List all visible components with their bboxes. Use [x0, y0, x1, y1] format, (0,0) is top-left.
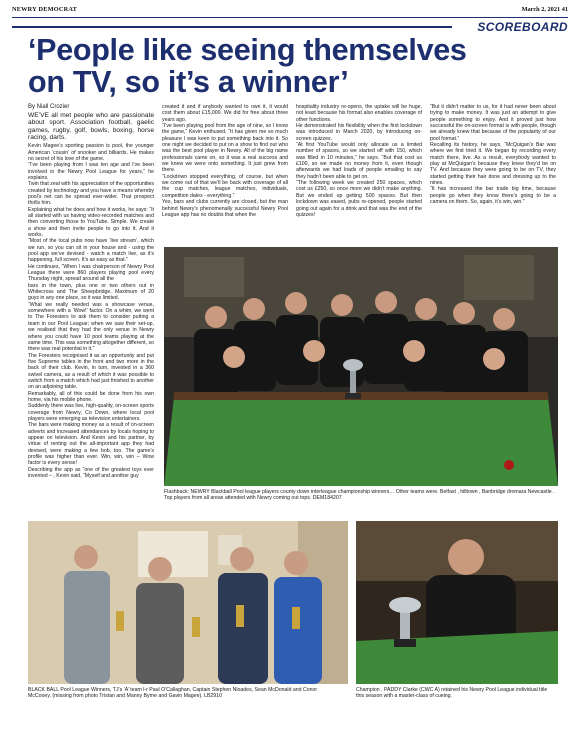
paragraph: “What we really needed was a showcase venue, somewhere with a ‘Wow!’ factor. On a whim, we went to The Foresters to ask them to consider putting a team in our Pool League; when we saw their set-up, we realised that they had the only venue in Newry where you could have 10 pool teams playing at the same time. This was something altogether different, so there was real potential in it.”	[28, 301, 154, 353]
paragraph: Remarkably, all of this could be done from his own home, via his mobile phone.	[28, 390, 154, 403]
paragraph: The bars were making money as a result of on-screen adverts and increased attendances by locals hoping to appear on television. And Kevin and his partner, by virtue of renting out the all-important app they had devised, were making a few bob, too. The game’s profile was higher than ever. Win, win, win – Wow factor is every sense!	[28, 422, 154, 467]
champion-photo-caption: Champion . PADDY Clarke (CWC A) retained his Newry Pool League individual title this season with a master-class of cueing.	[356, 687, 548, 700]
issue-date-page: March 2, 2021 41	[521, 6, 568, 13]
paragraph: He continues, “When I was chairperson of Newry Pool League there were 860 players playing pool every Thursday night, spread around all the	[28, 263, 154, 283]
paragraph: created it and if anybody wanted to own it, it would cost them about £15,000. We did for free about three years ago.	[162, 104, 288, 123]
paragraph: “At first YouTube would only allocate us a limited number of spaces, so we started off with 150, which was filled in 10 minutes,” he says. “But that cost us £100, so we made no money from it, even though afterwards we had loads of people emailing to say they hadn’t been able to get on.	[296, 142, 422, 180]
lead-paragraph: WE’VE all met people who are passionate about sport. Association football, gaelic games, rugby, golf, bowls, boxing, horse racing, darts.	[28, 112, 154, 141]
team-photo	[164, 247, 558, 486]
champion-photo-illustration	[356, 521, 558, 684]
headline-line-2: on TV, so it’s a winner’	[28, 65, 349, 99]
paragraph: “It has increased the bar trade big time, because people go when they know there’s going to be a camera on them. So, again, it’s win, win.”	[430, 186, 556, 206]
paragraph: Twin that zeal with his appreciation of the opportunities created by technology and you have a means whereby pool’s net can be spread ever-wider. That prospect thrills him.	[28, 181, 154, 207]
paragraph: “I’ve been playing from I was ten age and I’ve been involved in the Newry Pool League for years,” he explains.	[28, 162, 154, 181]
byline: By Niall Crozier	[28, 104, 70, 110]
section-label: SCOREBOARD	[477, 20, 568, 34]
paragraph: hospitality industry re-opens, the uptake will be huge, not least because his format also enables coverage of other functions.	[296, 104, 422, 123]
newspaper-name: NEWRY DEMOCRAT	[12, 6, 78, 13]
paragraph: Describing the app as “one of the greatest toys ever invented – , Kevin said, “Myself and another guy	[28, 466, 154, 480]
team-photo-illustration	[164, 247, 558, 486]
paragraph: Explaining what he does and how it works, he says: “It all started with us having video-recorded matches and then converting those to YouTube. Simple. We create a show and then invite people to go into it. And it works.	[28, 206, 154, 238]
article-column-2	[162, 104, 288, 218]
paragraph: The Foresters recognised it as an opportunity and put five Supreme tables in the front and two more in the back of their club. Kevin, in turn, invested in a 360 swivel camera, as a result of which it was possible to switch from a match which had just finished to another on an adjoining table.	[28, 352, 154, 391]
headline-line-1: ‘People like seeing themselves	[28, 33, 467, 67]
article-column-4	[430, 104, 556, 206]
article-column-1	[28, 112, 154, 479]
paragraph: Kevin Magee’s sporting passion is pool, the younger American ‘cousin’ of snooker and billiards. He makes no secret of his love of the game.	[28, 143, 154, 162]
headline	[28, 34, 558, 98]
paragraph: “I’ve been playing pool from the age of nine, so I know the game,” Kevin enthused. “It has given me so much pleasure I was keen to put something back into it. So one night we decided to put on a show to find out who was the best pool player in Newry. All of the big name professionals came on, so it was a real success and we knew we were onto something. It just grew from there.	[162, 123, 288, 174]
winners-photo-caption: BLACK BALL Pool League Winners, TJ’s ‘A’ team l-r Paul O’Callaghan, Captain Stephen Nloades, Sean McDonald and Conor McCooey. (missing from photo Tristan and Manny Byrne and Gavin Magee). LB2910	[28, 687, 318, 700]
section-bar	[12, 20, 568, 34]
paragraph: Suddenly there was live, high-quality, on-screen sports coverage from Newry, Co Down, where local pool players were emerging as television entertainers.	[28, 403, 154, 422]
paragraph: He demonstrated his flexibility when the first lockdown was introduced in March 2020, by introducing on-screen quizzes.	[296, 123, 422, 142]
champion-photo	[356, 521, 558, 684]
paragraph: “The following week we created 250 spaces, which cost us £250, so once more we didn’t make anything. But we ended up getting 500 spaces. But then lockdown was eased, pubs re-opened, people started going out again for a drink and that was the end of the quizzes!	[296, 180, 422, 218]
paragraph: bars in the town, plus one or two others out in Whitecross and The Sheepbridge. Maximum of 20 guys in any one place, so it was limited.	[28, 282, 154, 302]
team-photo-caption: Flashback: NEWRY Blackball Pool league players county down interleague championship winners… Other teams were. Belfast , hilltown , Banbridge dromara Newcastle . Top players from all areas attended with Newry coming out tops. DEM184207	[164, 489, 555, 502]
paragraph: “Lockdown stopped everything, of course, but when we come out of that we’ll be back with coverage of all the cup matches, league matches, individuals, competition dates - everything.”	[162, 173, 288, 199]
winners-photo-illustration	[28, 521, 348, 684]
masthead-rule	[12, 17, 568, 18]
paragraph: “Most of the local pubs now have ‘live stream’, which we run, so you can sit in your house and - using the pool app we’ve devised - watch a match live, as it’s happening, full screen. It’s as easy as that.”	[28, 238, 154, 264]
article-column-3	[296, 104, 422, 218]
paragraph: “But it didn’t matter to us, for it had never been about trying to make money. It was just an attempt to give people something to enjoy. And it proved just how successful the on-screen format is with people, though we already knew that because of the popularity of our pool format.”	[430, 104, 556, 142]
winners-photo	[28, 521, 348, 684]
paragraph: Recalling its history, he says, “McQuigan’s Bar was where we first tried it. We began by recording every match there, live. As a result, everybody wanted to play at McQuigan’s because they knew they’d be on TV. And because they were going to be on TV, they started getting their hair done and dressing up to the nines.	[430, 142, 556, 187]
paragraph: Yes, bars and clubs currently are closed, but the man behind Newry’s phenomenally successful Newry Pool League app has no doubts that when the	[162, 199, 288, 218]
section-divider	[12, 26, 452, 28]
